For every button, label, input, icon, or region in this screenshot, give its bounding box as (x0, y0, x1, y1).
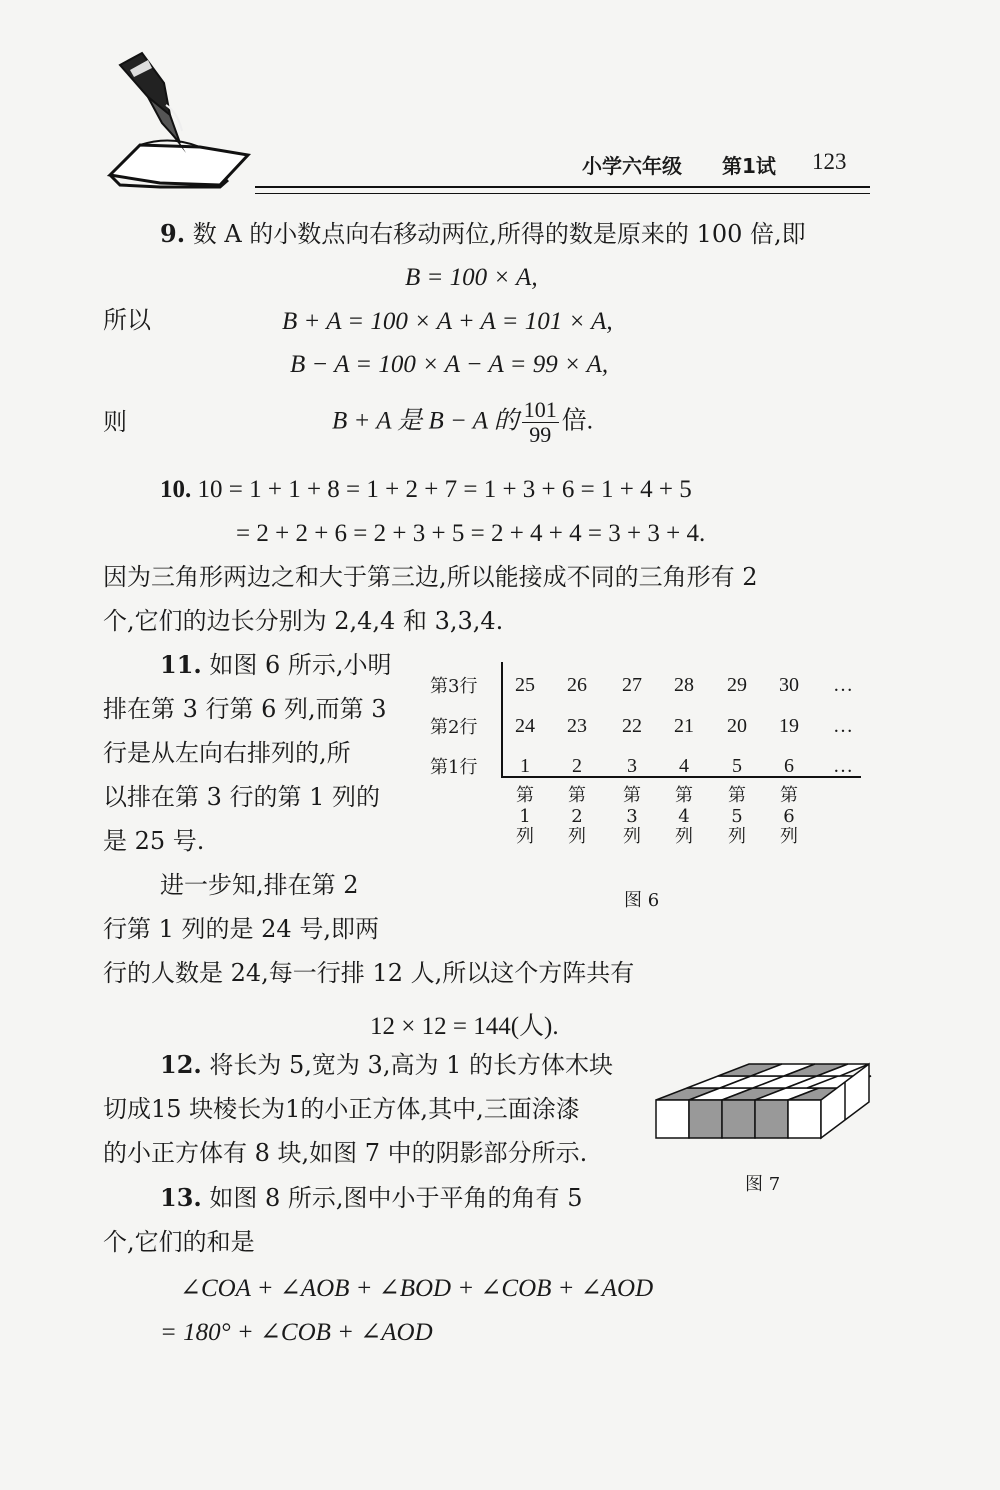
q12-text0: 将长为 5,宽为 3,高为 1 的长方体木块 (209, 1051, 613, 1079)
fig6-col-label-part: 列 (516, 826, 534, 848)
q10-eq2: = 2 + 2 + 6 = 2 + 3 + 5 = 2 + 4 + 4 = 3 + 3 + 4. (236, 520, 706, 547)
q12-text2: 的小正方体有 8 块,如图 7 中的阴影部分所示. (103, 1139, 588, 1167)
fig6-col-label (774, 786, 804, 848)
fig6-col-label-part: 第 (728, 785, 746, 806)
fig6-col-label-part: 3 (626, 805, 638, 827)
fig6-row-label: 第1行 (430, 757, 478, 778)
fig6-cell: 30 (779, 674, 799, 696)
q9-fraction (522, 398, 559, 447)
q10-text1: 因为三角形两边之和大于第三边,所以能接成不同的三角形有 2 (103, 563, 758, 591)
fig6-col-label (722, 786, 752, 848)
q11-text5: 进一步知,排在第 2 (160, 871, 359, 899)
q13-eq2: = 180° + ∠COB + ∠AOD (160, 1319, 433, 1346)
fig7-front-face (656, 1100, 821, 1138)
page-number: 123 (812, 149, 847, 174)
fig6-cell: 4 (679, 755, 689, 777)
q9-text: 数 A 的小数点向右移动两位,所得的数是原来的 100 倍,即 (192, 220, 806, 248)
fig6-cell: 24 (515, 715, 535, 737)
fig6-cell: 25 (515, 674, 535, 696)
q11-text3: 以排在第 3 行的第 1 列的 (103, 783, 381, 811)
fig6-col-label-part: 第 (568, 785, 586, 806)
fig6-cell: 20 (727, 715, 747, 737)
fig6-cell: 6 (784, 755, 794, 777)
fig6-ellipsis: … (833, 715, 853, 737)
q9-eq1: B = 100 × A, (405, 264, 538, 291)
fig6-cell: 3 (627, 755, 637, 777)
q9-number: 9. (160, 219, 186, 248)
q9-line (160, 219, 806, 248)
fig6-cell: 19 (779, 715, 799, 737)
fig6-cell: 26 (567, 674, 587, 696)
q9-eq4-pre: B + A 是 B − A 的 (332, 407, 519, 435)
header-test: 第1试 (722, 154, 776, 178)
fig6-col-label-part: 第 (780, 785, 798, 806)
fig6-col-label-part: 6 (783, 805, 795, 827)
q11-eq: 12 × 12 = 144(人). (370, 1013, 559, 1040)
figure7-cuboid (650, 1060, 875, 1145)
fig6-col-label-part: 第 (623, 785, 641, 806)
header-grade: 小学六年级 (582, 154, 682, 178)
q10-number: 10. (160, 476, 192, 503)
q13-text2: 个,它们的和是 (103, 1228, 255, 1256)
q9-then-label: 则 (103, 408, 127, 436)
q12-text1: 切成15 块棱长为1的小正方体,其中,三面涂漆 (103, 1095, 580, 1123)
q10-line1 (160, 476, 692, 504)
fig6-cell: 22 (622, 715, 642, 737)
q9-eq2: B + A = 100 × A + A = 101 × A, (282, 308, 613, 335)
fig6-col-label-part: 1 (519, 805, 531, 827)
fig6-col-label (617, 786, 647, 848)
fig6-cell: 5 (732, 755, 742, 777)
q13-text1: 如图 8 所示,图中小于平角的角有 5 (209, 1184, 583, 1212)
fig6-vertical-axis (501, 662, 503, 778)
fig6-col-label-part: 5 (731, 805, 743, 827)
q11-text2: 行是从左向右排列的,所 (103, 739, 351, 767)
q11-text7: 行的人数是 24,每一行排 12 人,所以这个方阵共有 (103, 959, 635, 987)
fig6-cell: 28 (674, 674, 694, 696)
q10-eq1: 10 = 1 + 1 + 8 = 1 + 2 + 7 = 1 + 3 + 6 = 1 + 4 + 5 (197, 476, 692, 503)
pen-book-logo (100, 35, 260, 195)
fig6-col-label-part: 2 (571, 805, 583, 827)
fig6-ellipsis: … (833, 755, 853, 777)
q9-frac-num: 101 (523, 397, 557, 422)
header-rule-thin (255, 193, 870, 194)
q9-eq3: B − A = 100 × A − A = 99 × A, (290, 351, 609, 378)
fig6-row-label: 第3行 (430, 676, 478, 697)
q9-eq4-post: 倍. (561, 407, 594, 435)
fig6-col-label-part: 第 (675, 785, 693, 806)
fig6-cell: 29 (727, 674, 747, 696)
figure6 (430, 662, 870, 911)
fig7-caption: 图 7 (745, 1174, 781, 1195)
fig6-col-label-part: 4 (678, 805, 690, 827)
fig6-row-label: 第2行 (430, 717, 478, 738)
fig6-cell: 2 (572, 755, 582, 777)
fig6-col-label-part: 列 (728, 826, 746, 848)
q10-text2: 个,它们的边长分别为 2,4,4 和 3,3,4. (103, 607, 504, 635)
q11-text6: 行第 1 列的是 24 号,即两 (103, 915, 379, 943)
q13-line0 (160, 1183, 583, 1212)
fig6-ellipsis: … (833, 674, 853, 696)
q13-eq1: ∠COA + ∠AOB + ∠BOD + ∠COB + ∠AOD (180, 1275, 654, 1302)
q11-number: 11. (160, 650, 202, 679)
q11-text4: 是 25 号. (103, 827, 205, 855)
fig6-col-label-part: 第 (516, 785, 534, 806)
fig6-col-label (669, 786, 699, 848)
q11-line0 (160, 650, 392, 679)
q11-text1: 排在第 3 行第 6 列,而第 3 (103, 695, 387, 723)
q11-text0: 如图 6 所示,小明 (209, 651, 392, 679)
q12-number: 12. (160, 1050, 202, 1079)
fig6-col-label-part: 列 (780, 826, 798, 848)
q9-eq4 (332, 398, 593, 447)
fig6-col-label (562, 786, 592, 848)
fig6-cell: 27 (622, 674, 642, 696)
header-rule (255, 186, 870, 188)
fig6-cell: 23 (567, 715, 587, 737)
fig6-col-label-part: 列 (623, 826, 641, 848)
q9-so-label: 所以 (103, 306, 151, 334)
fig6-col-label (510, 786, 540, 848)
fig6-caption: 图 6 (624, 890, 660, 911)
fig6-cell: 21 (674, 715, 694, 737)
fig6-col-label-part: 列 (675, 826, 693, 848)
fig6-col-label-part: 列 (568, 826, 586, 848)
q12-line0 (160, 1050, 613, 1079)
q13-number: 13. (160, 1183, 202, 1212)
q9-frac-den: 99 (529, 422, 552, 448)
fig6-cell: 1 (520, 755, 530, 777)
